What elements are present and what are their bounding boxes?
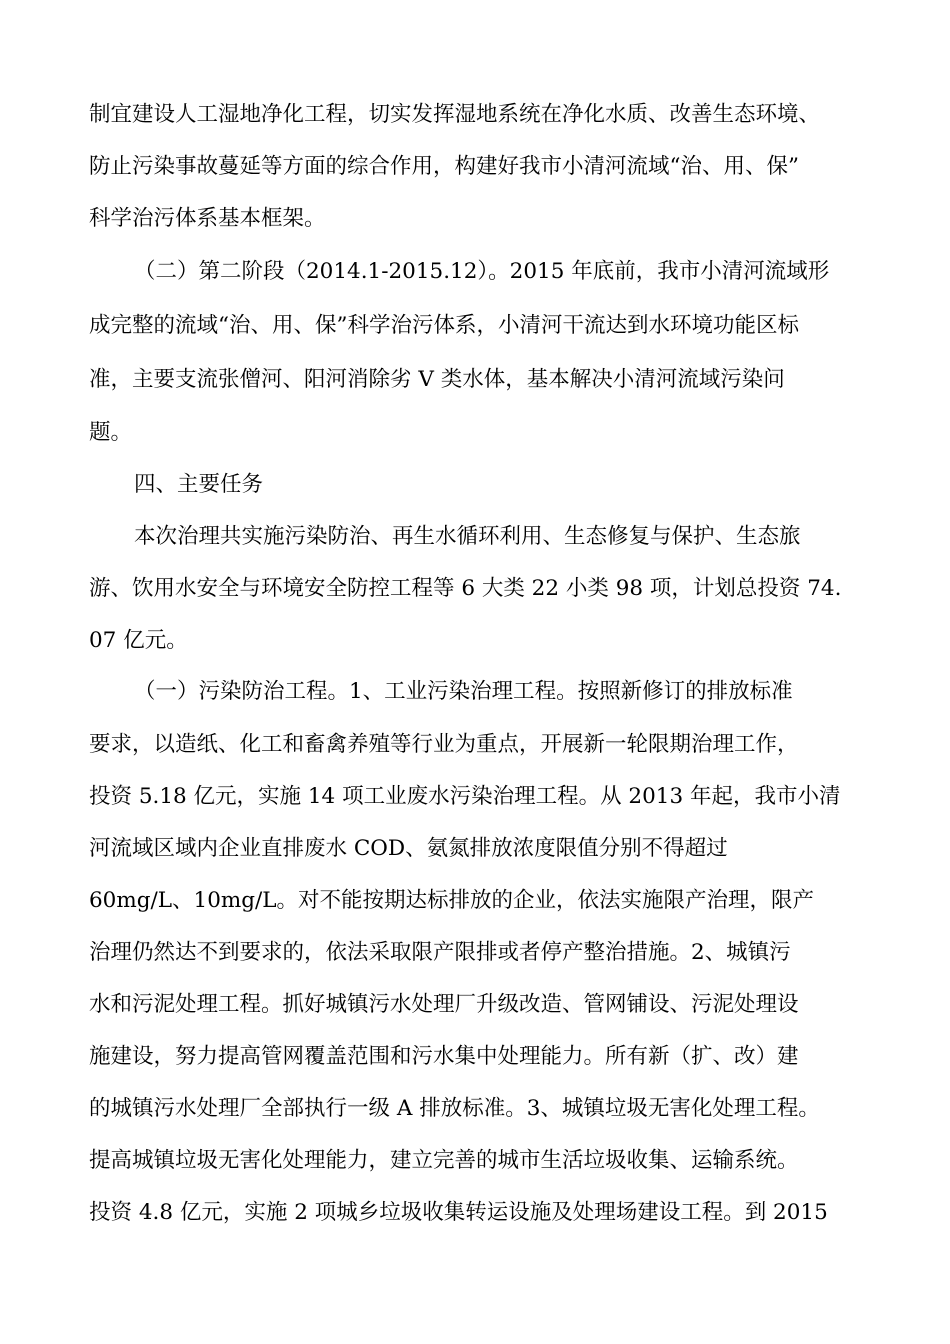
paragraph-line: 防止污染事故蔓延等方面的综合作用，构建好我市小清河流域“治、用、保” bbox=[89, 154, 799, 179]
paragraph-line: 准，主要支流张僧河、阳河消除劣 V 类水体，基本解决小清河流域污染问 bbox=[89, 367, 785, 392]
paragraph-line: 水和污泥处理工程。抓好城镇污水处理厂升级改造、管网铺设、污泥处理设 bbox=[89, 992, 799, 1017]
paragraph-line: 本次治理共实施污染防治、再生水循环利用、生态修复与保护、生态旅 bbox=[134, 524, 801, 549]
paragraph-line: 游、饮用水安全与环境安全防控工程等 6 大类 22 小类 98 项，计划总投资 74. bbox=[89, 576, 842, 601]
paragraph-line: 河流域区域内企业直排废水 COD、氨氮排放浓度限值分别不得超过 bbox=[89, 836, 728, 861]
paragraph-line: 的城镇污水处理厂全部执行一级 A 排放标准。3、城镇垃圾无害化处理工程。 bbox=[89, 1096, 820, 1121]
paragraph-line: 施建设，努力提高管网覆盖范围和污水集中处理能力。所有新（扩、改）建 bbox=[89, 1044, 799, 1069]
paragraph-line: （一）污染防治工程。1、工业污染治理工程。按照新修订的排放标准 bbox=[134, 679, 793, 704]
paragraph-line: 投资 4.8 亿元，实施 2 项城乡垃圾收集转运设施及处理场建设工程。到 2015 bbox=[89, 1200, 828, 1225]
paragraph-line: 科学治污体系基本框架。 bbox=[89, 206, 326, 231]
paragraph-line: 投资 5.18 亿元，实施 14 项工业废水污染治理工程。从 2013 年起，我市小清 bbox=[89, 784, 841, 809]
section-heading: 四、主要任务 bbox=[134, 472, 264, 497]
paragraph-line: 成完整的流域“治、用、保”科学治污体系，小清河干流达到水环境功能区标 bbox=[89, 313, 799, 338]
paragraph-line: 治理仍然达不到要求的，依法采取限产限排或者停产整治措施。2、城镇污 bbox=[89, 940, 791, 965]
paragraph-line: 制宜建设人工湿地净化工程，切实发挥湿地系统在净化水质、改善生态环境、 bbox=[89, 102, 821, 127]
paragraph-line: （二）第二阶段（2014.1-2015.12）。2015 年底前，我市小清河流域形 bbox=[134, 259, 830, 284]
paragraph-line: 60mg/L、10mg/L。对不能按期达标排放的企业，依法实施限产治理，限产 bbox=[89, 888, 815, 913]
paragraph-line: 要求，以造纸、化工和畜禽养殖等行业为重点，开展新一轮限期治理工作， bbox=[89, 732, 799, 757]
paragraph-line: 提高城镇垃圾无害化处理能力，建立完善的城市生活垃圾收集、运输系统。 bbox=[89, 1148, 799, 1173]
paragraph-line: 07 亿元。 bbox=[89, 628, 188, 653]
paragraph-line: 题。 bbox=[89, 420, 133, 445]
